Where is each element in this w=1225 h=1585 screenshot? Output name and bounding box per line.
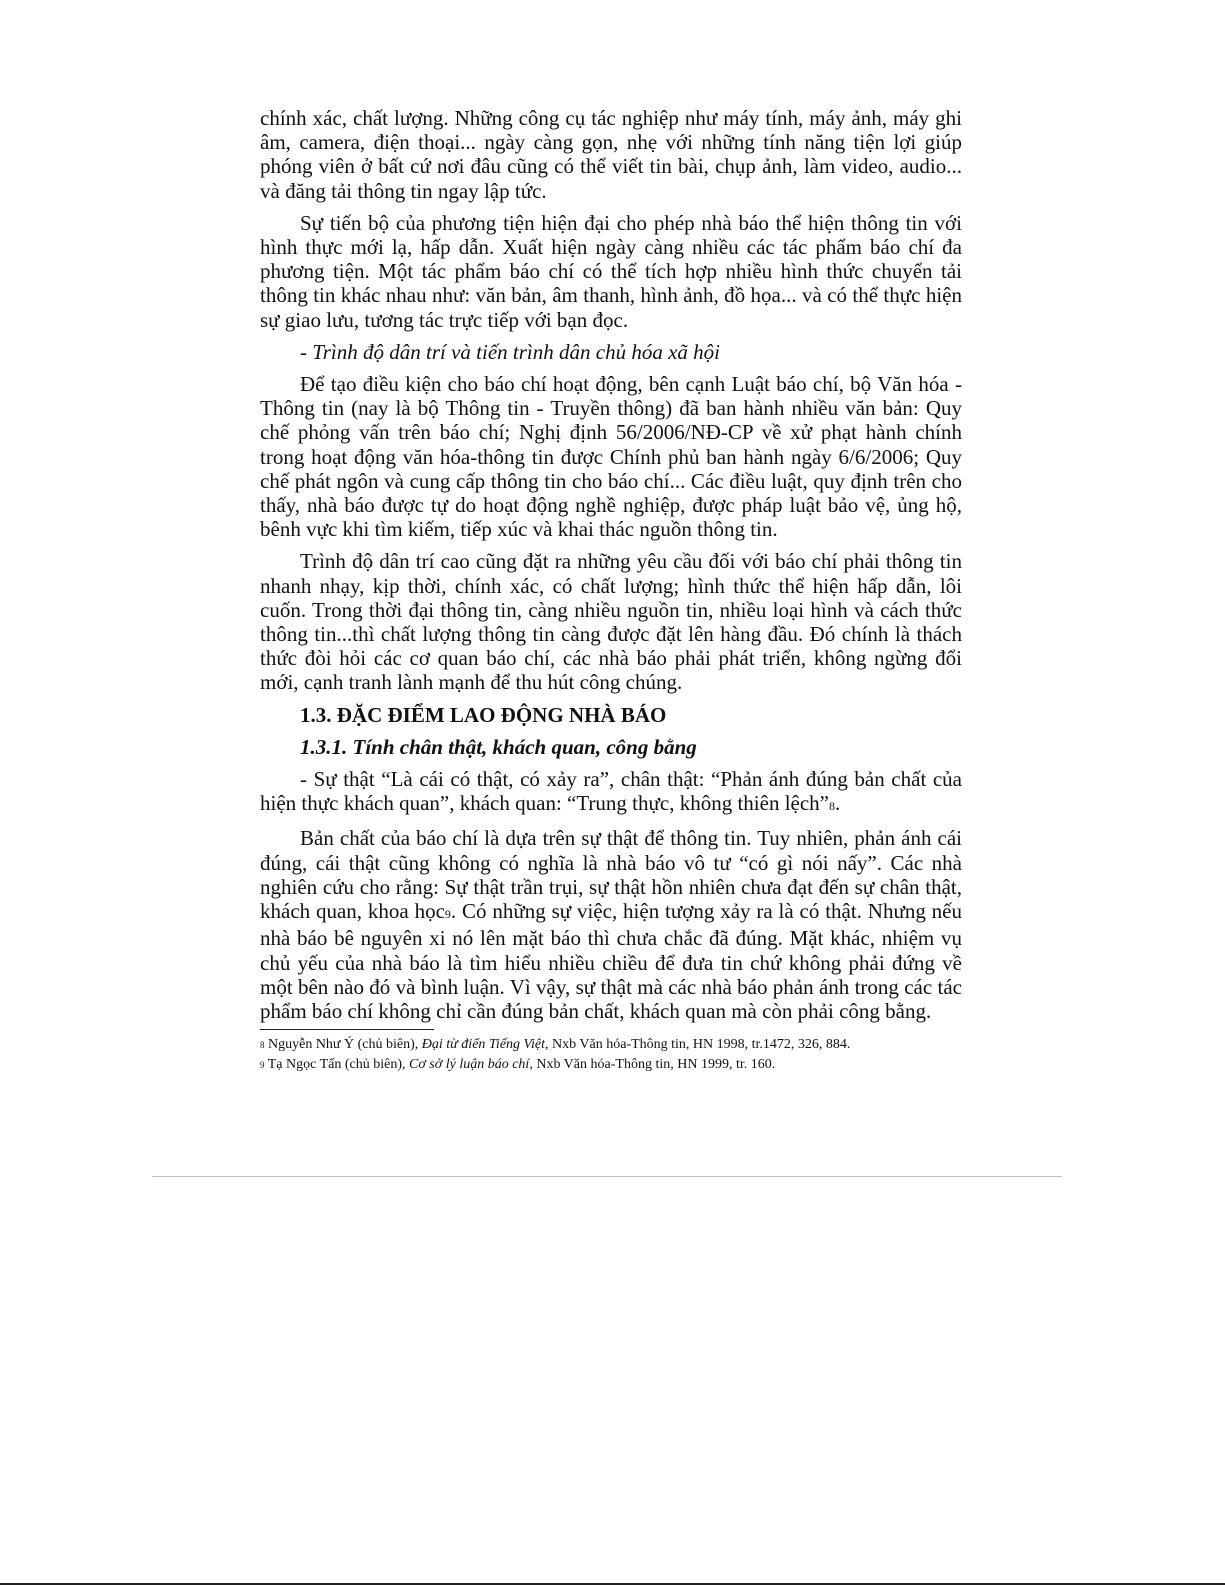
footnote-title: Cơ sở lý luận báo chí xyxy=(409,1057,530,1072)
footnote-9 xyxy=(260,1055,962,1075)
footnotes xyxy=(260,1035,962,1075)
paragraph-tools: chính xác, chất lượng. Những công cụ tác nghiệp như máy tính, máy ảnh, máy ghi âm, camera, điện thoại... ngày càng gọn, nhẹ với những tính năng tiện lợi giúp phóng viên ở bất cứ nơi đâu cũng có thể viết tin bài, chụp ảnh, làm video, audio... và đăng tải thông tin ngay lập tức. xyxy=(260,106,962,203)
paragraph-public-education: Trình độ dân trí cao cũng đặt ra những yêu cầu đối với báo chí phải thông tin nhanh nhạy, kịp thời, chính xác, có chất lượng; hình thức thể hiện hấp dẫn, lôi cuốn. Trong thời đại thông tin, càng nhiều nguồn tin, nhiều loại hình và cách thức thông tin...thì chất lượng thông tin càng được đặt lên hàng đầu. Đó chính là thách thức đòi hỏi các cơ quan báo chí, các nhà báo phải phát triển, không ngừng đổi mới, cạnh tranh lành mạnh để thu hút công chúng. xyxy=(260,549,962,695)
footnote-number: 8 xyxy=(260,1040,265,1050)
footnote-title: Đại từ điển Tiếng Việt xyxy=(421,1037,546,1052)
footnote-ref-8: 8 xyxy=(829,799,835,814)
section-heading-1-3: 1.3. ĐẶC ĐIỂM LAO ĐỘNG NHÀ BÁO xyxy=(300,702,667,727)
subsection-heading-1-3-1: 1.3.1. Tính chân thật, khách quan, công bằng xyxy=(300,734,697,759)
paragraph-press-law: Để tạo điều kiện cho báo chí hoạt động, bên cạnh Luật báo chí, bộ Văn hóa - Thông tin (nay là bộ Thông tin - Truyền thông) đã ban hành nhiều văn bản: Quy chế phỏng vấn trên báo chí; Nghị định 56/2006/NĐ-CP về xử phạt hành chính trong hoạt động văn hóa-thông tin được Chính phủ ban hành ngày 6/6/2006; Quy chế phát ngôn và cung cấp thông tin cho báo chí... Các điều luật, quy định trên cho thấy, nhà báo được tự do hoạt động nghề nghiệp, được pháp luật bảo vệ, ủng hộ, bênh vực khi tìm kiếm, tiếp xúc và khai thác nguồn thông tin. xyxy=(260,372,962,542)
footnote-author: Tạ Ngọc Tấn (chủ biên), xyxy=(267,1057,409,1072)
truth-definition-end: . xyxy=(835,791,841,816)
footnote-author: Nguyễn Như Ý (chủ biên), xyxy=(268,1037,422,1052)
truth-definition-text: - Sự thật “Là cái có thật, có xảy ra”, chân thật: “Phản ánh đúng bản chất của hiện thực khách quan”, khách quan: “Trung thực, không thiên lệch” xyxy=(260,767,962,816)
paragraph-press-nature xyxy=(260,826,962,1023)
press-nature-text-end: . Có những sự việc, hiện tượng xảy ra là có thật. Nhưng nếu nhà báo bê nguyên xi nó lên mặt báo thì chưa chắc đã đúng. Mặt khác, nhiệm vụ chủ yếu của nhà báo là tìm hiểu nhiều chiều để đưa tin chứ không phải đứng về một bên nào đó và bình luận. Vì vậy, sự thật mà các nhà báo phản ánh trong các tác phẩm báo chí không chỉ cần đúng bản chất, khách quan mà còn phải công bằng. xyxy=(260,899,962,1023)
footnote-publisher: , Nxb Văn hóa-Thông tin, HN 1999, tr. 160. xyxy=(529,1057,776,1072)
footnote-separator xyxy=(260,1029,434,1030)
page-divider xyxy=(152,1176,1062,1177)
footnote-8 xyxy=(260,1035,962,1055)
paragraph-multimedia: Sự tiến bộ của phương tiện hiện đại cho phép nhà báo thể hiện thông tin với hình thực mới lạ, hấp dẫn. Xuất hiện ngày càng nhiều các tác phẩm báo chí đa phương tiện. Một tác phẩm báo chí có thể tích hợp nhiều hình thức chuyển tải thông tin khác nhau như: văn bản, âm thanh, hình ảnh, đồ họa... và có thể thực hiện sự giao lưu, tương tác trực tiếp với bạn đọc. xyxy=(260,210,962,332)
press-nature-text-start: Bản chất của báo chí là dựa trên sự thật để thông tin. Tuy nhiên, phản ánh cái đúng, cái thật cũng không có nghĩa là nhà báo vô tư “có gì nói nấy”. Các nhà nghiên cứu cho rằng: Sự thật trần trụi, sự thật hồn nhiên chưa đạt đến sự chân thật, khách quan, khoa học xyxy=(260,826,962,924)
footnote-number: 9 xyxy=(260,1060,265,1070)
subheading-education-democracy: - Trình độ dân trí và tiến trình dân chủ hóa xã hội xyxy=(300,339,720,364)
body-text xyxy=(260,106,962,1031)
footnote-ref-9: 9 xyxy=(444,907,451,922)
paragraph-truth-definition xyxy=(260,767,962,818)
footnote-publisher: , Nxb Văn hóa-Thông tin, HN 1998, tr.1472, 326, 884. xyxy=(545,1037,851,1052)
